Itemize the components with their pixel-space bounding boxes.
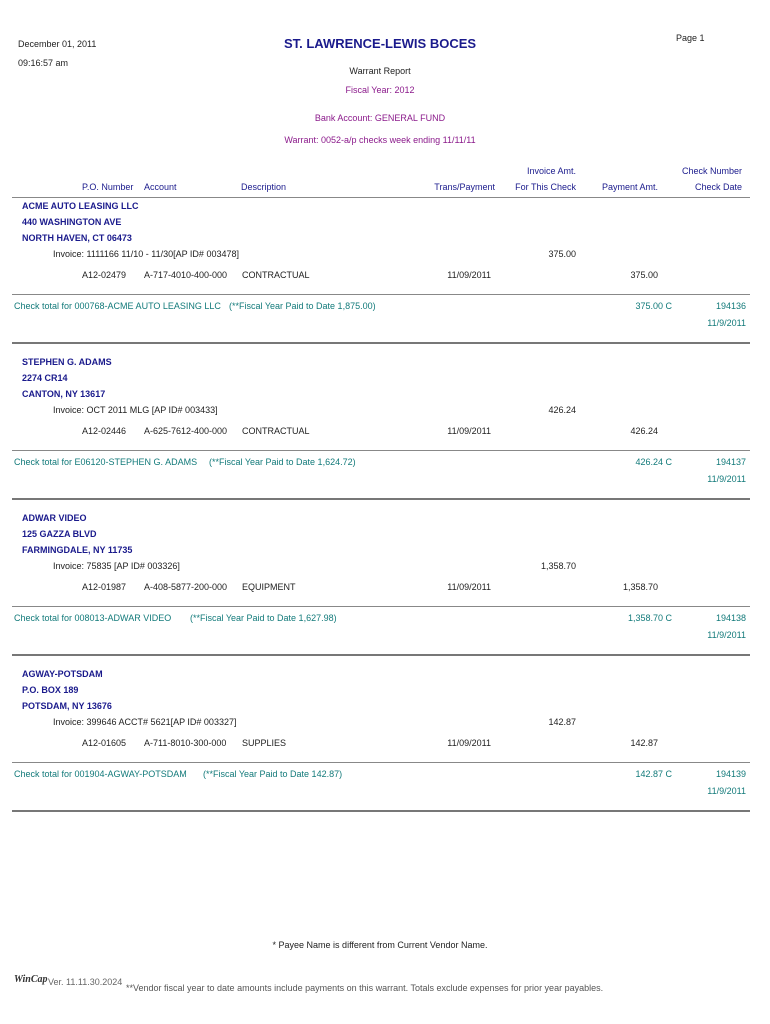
check-total-amount: 142.87 C [635,769,672,779]
col-po-number: P.O. Number [82,182,134,192]
header-divider [12,197,750,198]
vendor-name: ADWAR VIDEO [22,513,87,523]
check-total-label: Check total for E06120-STEPHEN G. ADAMS [14,457,198,467]
po-number: A12-02479 [82,270,127,280]
check-total-amount: 375.00 C [635,301,672,311]
trans-date: 11/09/2011 [447,270,491,280]
version-text: Ver. 11.11.30.2024 [48,977,123,987]
col-payment-amt: Payment Amt. [601,182,658,192]
bank-account: Bank Account: GENERAL FUND [314,113,446,123]
vendor-address-line1: P.O. BOX 189 [22,685,79,695]
po-number: A12-02446 [82,426,127,436]
invoice-line: Invoice: OCT 2011 MLG [AP ID# 003433] [53,405,218,415]
invoice-amount: 1,358.70 [540,561,576,571]
check-number: 194136 [715,301,746,311]
invoice-amount: 426.24 [548,405,576,415]
check-total-label: Check total for 000768-ACME AUTO LEASING LLC [14,301,221,311]
payee-note: * Payee Name is different from Current Vendor Name. [272,940,488,950]
col-description: Description [241,182,287,192]
vendor-divider [12,810,750,812]
col-check-number: Check Number [681,166,742,176]
report-date: December 01, 2011 [18,39,97,49]
invoice-line: Invoice: 1111166 11/10 - 11/30[AP ID# 003478] [53,249,239,259]
line-description: CONTRACTUAL [242,270,310,280]
fiscal-paid-to-date: (**Fiscal Year Paid to Date 1,875.00) [229,301,376,311]
line-description: SUPPLIES [242,738,287,748]
vendor-name: STEPHEN G. ADAMS [22,357,112,367]
vendor-address-line1: 125 GAZZA BLVD [22,529,97,539]
check-total-amount: 1,358.70 C [627,613,672,623]
wincap-logo: WinCap [14,974,48,985]
account-code: A-625-7612-400-000 [144,426,228,436]
line-item-divider [12,450,750,451]
col-invoice-amt: Invoice Amt. [526,166,576,176]
account-code: A-717-4010-400-000 [144,270,228,280]
vendor-address-line2: NORTH HAVEN, CT 06473 [22,233,132,243]
fiscal-note: **Vendor fiscal year to date amounts include payments on this warrant. Totals exclude expenses for prior year payables. [126,983,604,993]
invoice-line: Invoice: 399646 ACCT# 5621[AP ID# 003327] [53,717,237,727]
check-date: 11/9/2011 [707,786,746,796]
payment-amount: 1,358.70 [622,582,658,592]
col-trans-payment: Trans/Payment [434,182,495,192]
line-item-divider [12,606,750,607]
po-number: A12-01605 [82,738,127,748]
vendor-divider [12,498,750,500]
report-time: 09:16:57 am [18,58,69,68]
check-date: 11/9/2011 [707,630,746,640]
vendor-address-line1: 440 WASHINGTON AVE [22,217,122,227]
fiscal-paid-to-date: (**Fiscal Year Paid to Date 142.87) [203,769,343,779]
col-account: Account [144,182,177,192]
check-date: 11/9/2011 [707,474,746,484]
fiscal-paid-to-date: (**Fiscal Year Paid to Date 1,624.72) [209,457,356,467]
invoice-amount: 375.00 [548,249,576,259]
check-number: 194138 [715,613,746,623]
payment-amount: 142.87 [630,738,658,748]
check-number: 194139 [715,769,746,779]
line-item-divider [12,762,750,763]
invoice-amount: 142.87 [548,717,576,727]
payment-amount: 426.24 [630,426,658,436]
trans-date: 11/09/2011 [447,582,491,592]
org-title: ST. LAWRENCE-LEWIS BOCES [283,36,477,51]
trans-date: 11/09/2011 [447,738,491,748]
po-number: A12-01987 [82,582,127,592]
vendor-divider [12,654,750,656]
check-total-label: Check total for 008013-ADWAR VIDEO [14,613,172,623]
payment-amount: 375.00 [630,270,658,280]
warrant-title: Warrant: 0052-a/p checks week ending 11/11/11 [284,135,476,145]
vendor-address-line2: CANTON, NY 13617 [22,389,106,399]
invoice-line: Invoice: 75835 [AP ID# 003326] [53,561,180,571]
account-code: A-711-8010-300-000 [144,738,227,748]
trans-date: 11/09/2011 [447,426,491,436]
account-code: A-408-5877-200-000 [144,582,228,592]
vendor-address-line2: POTSDAM, NY 13676 [22,701,112,711]
vendor-name: ACME AUTO LEASING LLC [22,201,139,211]
vendor-address-line2: FARMINGDALE, NY 11735 [22,545,133,555]
check-total-label: Check total for 001904-AGWAY-POTSDAM [14,769,187,779]
page-number: Page 1 [676,33,705,43]
vendor-divider [12,342,750,344]
col-check-date-label: Check Date [694,182,742,192]
fiscal-paid-to-date: (**Fiscal Year Paid to Date 1,627.98) [190,613,337,623]
col-invoice-for-check: For This Check [515,182,576,192]
line-item-divider [12,294,750,295]
line-description: EQUIPMENT [242,582,296,592]
vendor-address-line1: 2274 CR14 [22,373,68,383]
vendor-name: AGWAY-POTSDAM [22,669,103,679]
check-total-amount: 426.24 C [635,457,672,467]
line-description: CONTRACTUAL [242,426,310,436]
fiscal-year: Fiscal Year: 2012 [345,85,415,95]
check-number: 194137 [715,457,746,467]
report-title: Warrant Report [349,66,411,76]
check-date: 11/9/2011 [707,318,746,328]
